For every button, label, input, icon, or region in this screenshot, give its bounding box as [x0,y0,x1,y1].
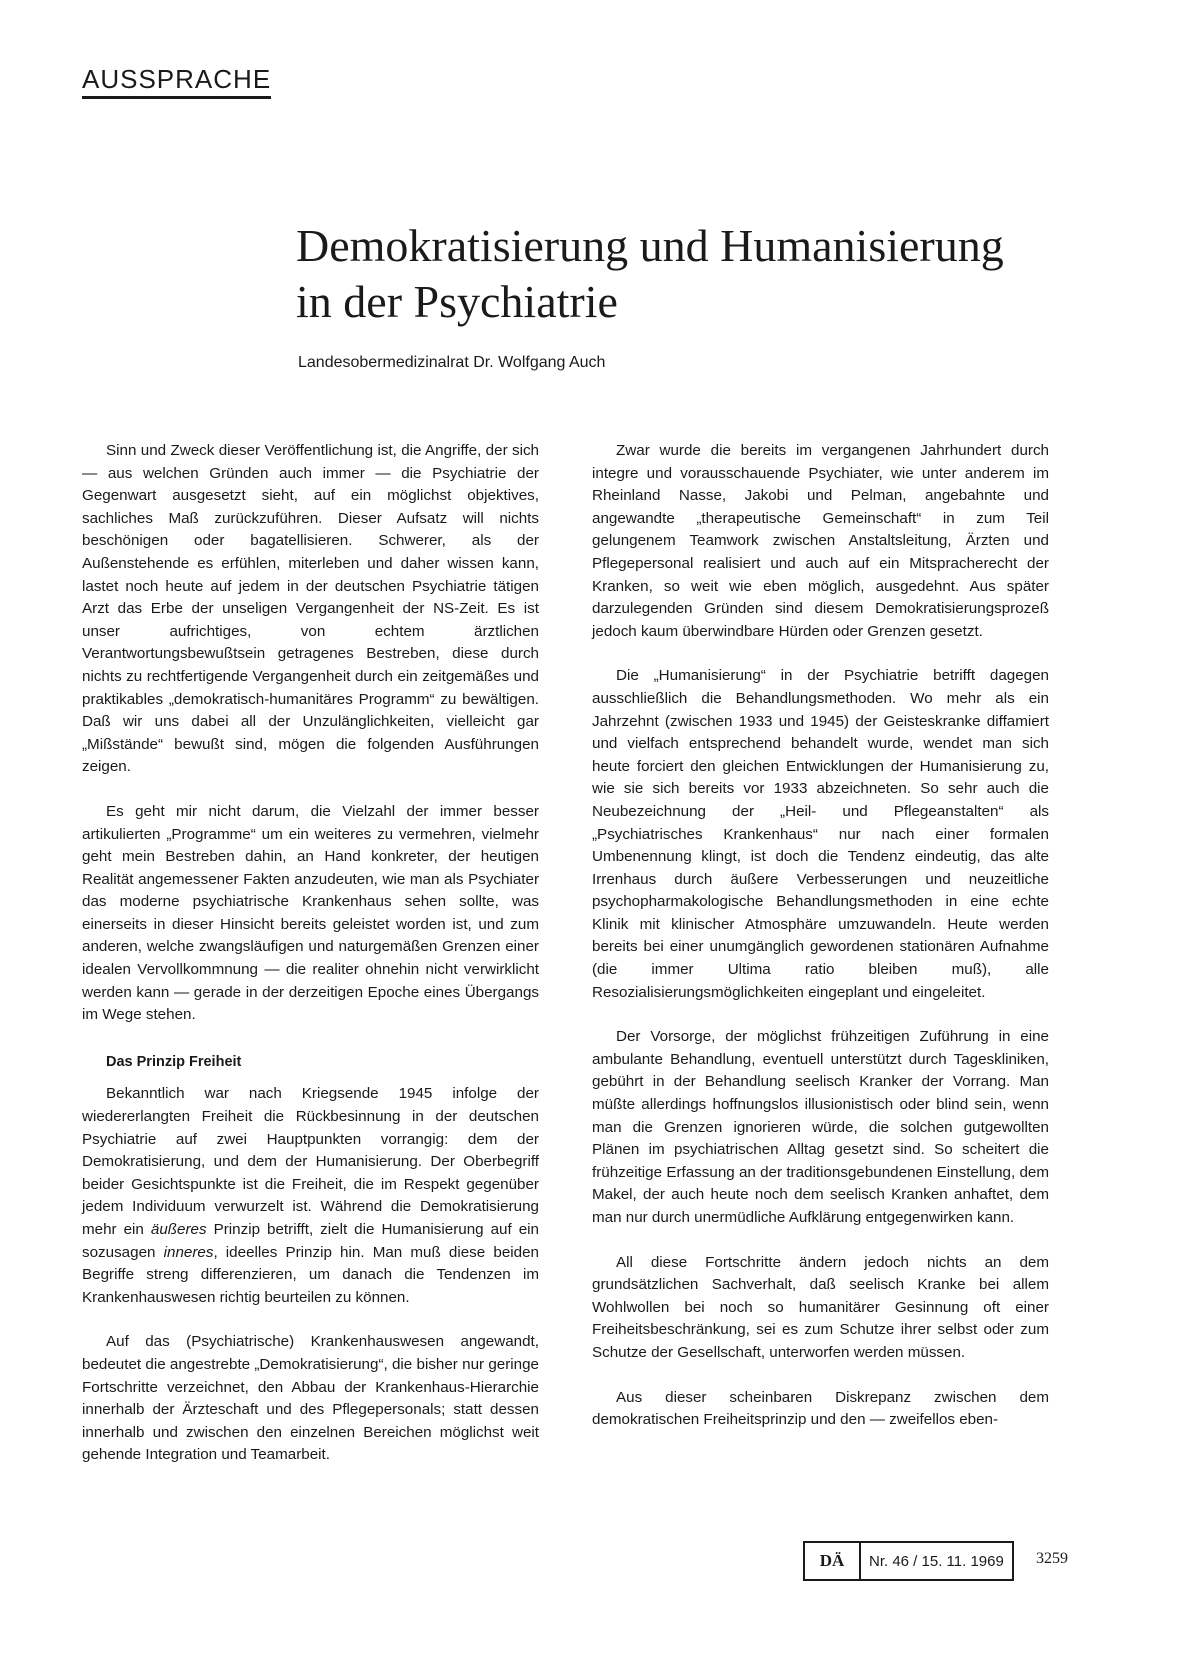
paragraph: Sinn und Zweck dieser Veröffentlichung ist, die Angriffe, der sich — aus welchen Gründen auch immer — die Psychiatrie der Gegenwart ausgesetzt sieht, auf ein möglichst objektives, sachliches Maß zurückzuführen. Dieser Aufsatz will nichts beschönigen oder bagatellisieren. Schwerer, als der Außenstehende es erfühlen, miterleben und daher wissen kann, lastet noch heute auf jedem in der deutschen Psychiatrie tätigen Arzt das Erbe der unseligen Vergangenheit der NS-Zeit. Es ist unser aufrichtiges, von echtem ärztlichen Verantwortungsbewußtsein getragenes Bestreben, diese durch nichts zu rechtfertigende Vergangenheit durch ein zeitgemäßes und praktikables „demokratisch-humanitäres Programm“ zu bewältigen. Daß wir uns dabei all der Unzulänglichkeiten, vielleicht gar „Mißstände“ bewußt sind, mögen die folgenden Ausführungen zeigen. [82,442,539,776]
emphasis: inneres [163,1243,214,1261]
journal-footer-box [803,1541,1014,1581]
paragraph: All diese Fortschritte ändern jedoch nichts an dem grundsätzlichen Sachverhalt, daß seelisch Kranke bei allem Wohlwollen bei noch so humanitärer Gesinnung oft einer Freiheitsbeschränkung, sei es zum Schutze ihrer selbst oder zum Schutze der Gesellschaft, unterworfen werden müssen. [592,1253,1049,1361]
page-number: 3259 [1036,1550,1068,1567]
paragraph: Es geht mir nicht darum, die Vielzahl der immer besser artikulierten „Programme“ um ein weiteres zu vermehren, vielmehr geht mein Bestreben dahin, an Hand konkreter, der heutigen Realität angemessener Fakten anzudeuten, wie man als Psychiater das moderne psychiatrische Krankenhaus sehen sollte, was einerseits in dieser Hinsicht bereits geleistet worden ist, und zum anderen, welche zwangsläufigen und naturgemäßen Grenzen einer idealen Vervollkommnung — die realiter ohnehin nicht verwirklicht werden kann — gerade in der derzeitigen Epoche eines Übergangs im Wege stehen. [82,802,539,1024]
title-line-1: Demokratisierung und Humanisierung [296,220,1004,271]
paragraph: Auf das (Psychiatrische) Krankenhauswesen angewandt, bedeutet die angestrebte „Demokratisierung“, die bisher nur geringe Fortschritte verzeichnet, den Abbau der Krankenhaus-Hierarchie innerhalb der Ärzteschaft und des Pflegepersonals; statt dessen innerhalb und zwischen den einzelnen Bereichen möglichst weit gehende Integration und Teamarbeit. [82,1333,539,1464]
section-heading: Das Prinzip Freiheit [106,1053,242,1070]
paragraph [82,1083,539,1309]
issue-info: Nr. 46 / 15. 11. 1969 [869,1552,1004,1570]
right-column [592,440,1049,1454]
emphasis: äußeres [150,1221,207,1238]
paragraph: Der Vorsorge, der möglichst frühzeitigen Zuführung in eine ambulante Behandlung, eventuell unterstützt durch Tageskliniken, gebührt in der Behandlung seelisch Kranker der Vorrang. Man müßte allerdings hoffnungslos illusionistisch oder blind sein, wenn man die Grenzen ignorieren würde, die solchen gutgewollten Plänen im psychiatrischen Alltag gesetzt sind. So scheitert die frühzeitige Erfassung an der traditionsgebundenen Einstellung, dem Makel, der auch heute noch dem seelisch Kranken anhaftet, dem man nur durch unermüdliche Aufklärung entgegenwirken kann. [592,1028,1049,1226]
title-line-2: in der Psychiatrie [296,276,618,327]
section-label: AUSSPRACHE [82,64,271,99]
journal-logo: DÄ [805,1543,861,1579]
text-run: , ideelles Prinzip hin. Man muß diese beiden Begriffe streng differenzieren, um danach die Tendenzen im Krankenhauswesen richtig beurteilen zu können. [82,1243,539,1306]
author-line: Landesobermedizinalrat Dr. Wolfgang Auch [298,354,606,371]
article-title [296,218,1116,330]
text-run: Prinzip betrifft, zielt die Humanisierung auf ein sozusagen [82,1221,539,1261]
paragraph: Aus dieser scheinbaren Diskrepanz zwischen dem demokratischen Freiheitsprinzip und den — zweifellos eben- [592,1388,1049,1429]
paragraph: Zwar wurde die bereits im vergangenen Jahrhundert durch integre und vorausschauende Psychiater, wie unter anderem im Rheinland Nasse, Jakobi und Pelman, angebahnte und angewandte „therapeutische Gemeinschaft“ in zum Teil gelungenem Teamwork zwischen Anstaltsleitung, Ärzten und Pflegepersonal realisiert und auch auf ein Mitspracherecht der Kranken, so weit wie eben möglich, ausgedehnt. Aus später darzulegenden Gründen sind diesem Demokratisierungsprozeß jedoch kaum überwindbare Hürden oder Grenzen gesetzt. [592,442,1049,640]
left-column [82,440,539,1489]
text-run: Bekanntlich war nach Kriegsende 1945 infolge der wiedererlangten Freiheit die Rückbesinnung in der deutschen Psychiatrie auf zwei Hauptpunkten vorrangig: dem der Demokratisierung, und dem der Humanisierung. Der Oberbegriff beider Gesichtspunkte ist die Freiheit, die im Respekt gegenüber jedem Individuum verwurzelt ist. Während die Demokratisierung mehr ein [82,1085,539,1238]
paragraph: Die „Humanisierung“ in der Psychiatrie betrifft dagegen ausschließlich die Behandlungsmethoden. Wo mehr als ein Jahrzehnt (zwischen 1933 und 1945) der Geisteskranke diffamiert und vielfach entsprechend behandelt wurde, wendet man sich heute forciert den gleichen Entwicklungen der Humanisierung zu, wie sie sich bereits vor 1933 abzeichneten. So sehr auch die Neubezeichnung der „Heil- und Pflegeanstalten“ als „Psychiatrisches Krankenhaus“ nur nach einer formalen Umbenennung klingt, ist doch die Tendenz eindeutig, das alte Irrenhaus durch äußere Verbesserungen und neuzeitliche psychopharmakologische Behandlungsmethoden in eine echte Klinik mit klinischer Atmosphäre umzuwandeln. Heute werden bereits bei einer unumgänglich gewordenen stationären Aufnahme (die immer Ultima ratio bleiben muß), alle Resozialisierungsmöglichkeiten eingeplant und eingeleitet. [592,667,1049,1001]
